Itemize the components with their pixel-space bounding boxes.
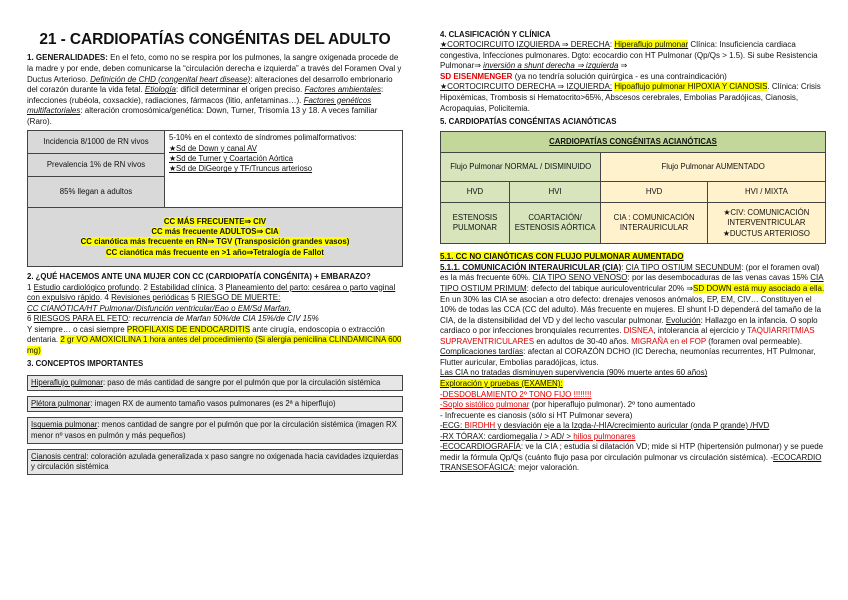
preg-item-3: Planeamiento del parto: cesárea o parto vaginal con expulsivo rápido	[27, 282, 396, 303]
eisenmenger-line	[440, 72, 826, 83]
preg-num-2: . 2	[139, 282, 151, 292]
cia-primum-label: CIA TIPO OSTIUM PRIMUM	[440, 273, 824, 294]
complicaciones	[440, 347, 826, 368]
exam-ecg	[440, 421, 826, 432]
etiologia-label: Etiología	[144, 85, 176, 95]
prevalence-cell: Prevalencia 1% de RN vivos	[28, 154, 165, 177]
taquiarritmias-red: TAQUIARRITMIAS SUPRAVENTRICULARES	[440, 326, 815, 346]
cia-desc-text: En un 30% las CIA se asocian a otro defecto: drenajes venosos anómalos, EP, EM, CIV… Constituyen el 10% de todas las CCA (CC del adulto). Más frecuente en mujeres. El shunt I-D dependerá del tamaño de la CIA, de la distensibilidad del VD y del lecho vascular pulmonar.	[440, 294, 822, 325]
shunt-rl-text: . Clínica: Crisis Hipoxémicas, Trombosis si Hematocrito>65%, Abscesos cerebrales, Embolias Paradójicas, Cianosis, Acropaquias, Policitemia.	[440, 82, 821, 113]
complicaciones-text: : afectan al CORAZÓN DCHO (IC Derecha, neumonías recurrentes, HT Pulmonar, Flutter auricular, Embolias paradójicas, ictus.	[440, 347, 816, 367]
acy-h-hvi-mixta: HVI / MIXTA	[707, 182, 825, 203]
concept-2-text: : imagen RX de aumento tamaño vasos pulmonares (es 2ª a hiperflujo)	[90, 398, 336, 408]
eisenmenger-text: (ya no tendría solución quirúrgica - es una contraindicación)	[512, 71, 727, 81]
concept-3-text: : menos cantidad de sangre por el pulmón que por la circulación sistémica (imagen RX menor nº vasos en pulmón y más pequeños)	[31, 420, 397, 440]
cia-secundum-text: : (por el foramen oval) es la más frecuente 60%.	[440, 262, 820, 283]
acianoticas-heading: 5. CARDIOPATÍAS CONGÉNITAS ACIANÓTICAS	[440, 117, 617, 127]
concept-3-label: Isquemia pulmonar	[31, 420, 98, 430]
cia-sep: :	[621, 262, 626, 272]
shunt-lr-text: Clínica: Insuficiencia cardiaca congestiva, Infecciones pulmonares. Dgto: ecocardio con HT Pulmonar (Qp/Qs > 1.5). Si sube Resistencia Pulmonar⇒	[440, 40, 818, 71]
rx-label: -RX TÓRAX: cardiomegalia / > AD/ >	[440, 431, 574, 441]
acy-h-hvd-1: HVD	[441, 182, 510, 203]
generalidades-heading: 1. GENERALIDADES:	[27, 53, 108, 63]
preg-item-2: Estabilidad clínica	[150, 282, 215, 292]
profilaxis-highlight: PROFILAXIS DE ENDOCARDITIS	[126, 324, 251, 334]
frequency-summary-cell	[28, 208, 403, 267]
preg-num-5: 5	[188, 293, 198, 303]
acy-table-title: CARDIOPATÍAS CONGÉNITAS ACIANÓTICAS	[441, 132, 826, 153]
cia-secundum-label: CIA TIPO OSTIUM SECUNDUM	[625, 262, 742, 272]
eisenmenger-label: SD EISENMENGER	[440, 71, 513, 81]
ecg-label: -ECG:	[440, 421, 465, 431]
concept-4-text: : coloración azulada generalizada x paso sangre no oxigenada hacia cavidades izquierdas y circulación sistémica	[31, 451, 399, 472]
syndrome-digeorge: ★Sd de DiGeorge y TF/Truncus arterioso	[169, 164, 313, 174]
incidence-cell: Incidencia 8/1000 de RN vivos	[28, 131, 165, 154]
preg-num-3: . 3	[214, 282, 226, 292]
generalidades-paragraph	[27, 53, 403, 127]
down-highlight: SD DOWN está muy asociado a ella.	[693, 284, 825, 294]
fetus-risk	[27, 314, 403, 325]
concepts-heading: 3. CONCEPTOS IMPORTANTES	[27, 359, 144, 369]
cia-description	[440, 295, 826, 348]
fetus-risk-label: RIESGOS PARA EL FETO	[33, 314, 129, 324]
acy-h-hvi: HVI	[509, 182, 600, 203]
migrana-red: MIGRAÑA en el FOP	[631, 336, 707, 346]
pregnancy-heading: 2. ¿QUÉ HACEMOS ANTE UNA MUJER CON CC (CARDIOPATÍA CONGÉNITA) + EMBARAZO?	[27, 272, 371, 282]
hipoaflujo-highlight: Hipoaflujo pulmonar HIPOXIA Y CIANOSIS	[614, 82, 768, 92]
concept-cianosis	[27, 449, 403, 476]
evolucion-label: Evolución	[665, 315, 701, 325]
concept-hiperaflujo	[27, 375, 403, 391]
eco-te-label: ECOCARDIO TRANSESOFÁGICA	[440, 452, 822, 473]
inversion-arrow: ⇒	[618, 61, 628, 71]
eco-text: : ve la CIA ; estudia si dilatación VD; mide si HTP (hipertensión pulmonar) y se puede medir la fórmula Qp/Qs (cuánto flujo pasa por circulación pulmonar vs circulación sistémica). -	[440, 442, 824, 462]
cia-seno-label: CIA TIPO SENO VENOSO	[532, 273, 628, 283]
cia-seno-text: : por las desembocaduras de las venas cavas 15%	[627, 273, 811, 283]
factores-ambientales-label: Factores ambientales	[304, 85, 381, 95]
ecg-text: y desviación eje a la Izqda-/-HIA/crecimiento auricular (onda P grande) /HVD	[495, 421, 770, 431]
death-risk: CC CIANÓTICA/HT Pulmonar/Disfunción ventricular/Eao o EM/Sd Marfan.	[27, 303, 292, 313]
acy-estenosis-pulmonar: ESTENOSIS PULMONAR	[441, 203, 510, 244]
acy-flujo-aumentado: Flujo Pulmonar AUMENTADO	[601, 153, 826, 182]
generalidades-text-2: : alteraciones del desarrollo embrionario del corazón durante la vida fetal.	[27, 74, 393, 95]
syndromes-cell	[165, 131, 403, 208]
hiperaflujo-highlight: Hiperaflujo pulmonar	[614, 40, 689, 50]
freq-line-3: CC cianótica más frecuente en RN⇒ TGV (Transposición grandes vasos)	[80, 237, 350, 247]
evolucion-text: : Hallazgo en la infancia. O soplo cardiaco o por infecciones bronquiales recurrentes.	[440, 315, 818, 336]
concept-pletora	[27, 396, 403, 412]
soplo-text: (por hiperaflujo pulmonar). 2º tono aumentado	[529, 400, 696, 410]
acy-civ-ductus	[707, 203, 825, 244]
complicaciones-label: Complicaciones tardías	[440, 347, 524, 357]
cia-section-heading: 5.1. CC NO CIANÓTICAS CON FLUJO PULMONAR AUMENTADO	[440, 252, 684, 262]
cia-primum-text: : defecto del tabique auriculoventricular 20% ⇒	[526, 284, 694, 294]
cia-heading: 5.1.1. COMUNICACIÓN INTERAURICULAR (CIA)	[440, 262, 622, 272]
exam-rx	[440, 432, 826, 443]
acy-civ: ★CIV: COMUNICACIÓN INTERVENTRICULAR	[723, 207, 810, 228]
syndrome-turner: ★Sd de Turner y Coartación Aórtica	[169, 153, 294, 163]
cia-text-6: (foramen oval permeable).	[706, 336, 803, 346]
acy-flujo-normal: Flujo Pulmonar NORMAL / DISMINUIDO	[441, 153, 601, 182]
left-column	[27, 0, 403, 475]
concept-4-label: Cianosis central	[31, 451, 87, 461]
disnea-red: DISNEA	[623, 326, 654, 336]
generalidades-text-3: : difícil determinar el origen preciso.	[176, 85, 305, 95]
supervivencia: Las CIA no tratadas disminuyen supervivencia (90% muerte antes 60 años)	[440, 368, 708, 378]
hilios-red: hilios pulmonares	[573, 431, 636, 441]
amoxicilina-highlight: 2 gr VO AMOXICILINA 1 hora antes del procedimiento (Si alergia penicilina CLINDAMICINA 600 mg)	[27, 335, 402, 355]
profilaxis-text-1: Y siempre… o casi siempre	[27, 324, 127, 334]
concept-1-text: : paso de más cantidad de sangre por el pulmón que por la circulación sistémica	[102, 377, 381, 387]
page-title: 21 - CARDIOPATÍAS CONGÉNITAS DEL ADULTO	[39, 31, 391, 48]
eco-label: -ECOCARDIOGRAFÍA	[440, 442, 521, 452]
syndromes-intro: 5-10% en el contexto de síndromes polimalformativos:	[169, 133, 357, 143]
generalidades-text-5: : alteración cromosómica/genética: Down, Turner, Trisomía 13 y 18. A veces familiar (Raro).	[27, 106, 378, 126]
concept-2-label: Plétora pulmonar	[31, 398, 91, 408]
inversion-shunt: inversión a shunt derecha ⇒ izquierda	[483, 61, 619, 71]
freq-line-1: CC MÁS FRECUENTE⇒ CIV	[163, 216, 267, 226]
cia-section	[440, 252, 826, 473]
profilaxis-text-2: ante cirugía, endoscopia o extracción dentaria.	[27, 324, 385, 345]
cia-text-5: en adultos de 30-40 años.	[534, 336, 632, 346]
exam-soplo	[440, 400, 826, 411]
profilaxis-paragraph	[27, 325, 403, 357]
cia-text-4: , intolerancia al ejercicio y	[653, 326, 748, 336]
shunt-left-right: ★CORTOCIRCUITO IZQUIERDA ⇒ DERECHA: Hiperaflujo pulmonar Clínica: Insuficiencia cardiaca congestiva, Infecciones pulmonares. Dgto: ecocardio con HT Pulmonar (Qp/Qs > 1.5). Si sube Resistencia Pulmonar⇒ inversión a shunt derecha ⇒ izquierda ⇒	[440, 40, 818, 71]
fetus-risk-text: : recurrencia de Marfan 50%/de CIA 15%/de CIV 15%	[128, 314, 319, 324]
birdhh-red: BIRDHH	[464, 421, 496, 431]
preg-num-4: . 4	[99, 293, 112, 303]
cia-types	[440, 263, 826, 295]
preg-num-6: 6	[27, 314, 34, 324]
concept-isquemia	[27, 417, 403, 444]
preg-num-1: 1	[27, 282, 34, 292]
chd-definition-label: Definición de CHD (congenital heart disease)	[90, 74, 251, 84]
acy-coartacion: COARTACIÓN/ ESTENOSIS AÓRTICA	[509, 203, 600, 244]
freq-line-2: CC más frecuente ADULTOS⇒ CIA	[151, 227, 279, 236]
acianoticas-table	[440, 131, 826, 244]
concept-1-label: Hiperaflujo pulmonar	[31, 377, 103, 387]
exploracion-heading: Exploración y pruebas (EXAMEN):	[440, 378, 563, 388]
info-table	[27, 130, 403, 267]
clasificacion-heading: 4. CLASIFICACIÓN Y CLÍNICA	[440, 30, 551, 39]
factores-geneticos-label: Factores genéticos multifactoriales	[27, 95, 372, 116]
acy-h-hvd-2: HVD	[601, 182, 707, 203]
syndrome-down: ★Sd de Down y canal AV	[169, 143, 257, 153]
generalidades-text-1: En el feto, como no se respira por los pulmones, la sangre oxigenada procede de la madre y por ende, deben comunicarse la “circulación derecha e izquierda” a través del Foramen Oval y Ductus Arterioso.	[27, 53, 402, 84]
exam-eco	[440, 442, 826, 474]
preg-item-4: Revisiones periódicas	[111, 293, 189, 303]
generalidades-text-4: : infecciones (rubéola, coxsackie), radiaciones, fármacos (litio, anfetaminas…).	[27, 85, 384, 105]
shunt-right-left	[440, 82, 826, 114]
preg-item-1: Estudio cardiológico profundo	[33, 282, 140, 292]
shunt-rl-label: ★CORTOCIRCUITO DERECHA ⇒ IZQUIERDA:	[440, 82, 613, 92]
acy-cia: CIA : COMUNICACIÓN INTERAURICULAR	[601, 203, 707, 244]
pregnancy-items	[27, 283, 403, 304]
freq-line-4: CC cianótica más frecuente en >1 año⇒Tetralogía de Fallot	[105, 247, 325, 257]
adults-cell: 85% llegan a adultos	[28, 177, 165, 208]
acy-ductus: ★DUCTUS ARTERIOSO	[722, 228, 810, 238]
eco-te-text: : mejor valoración.	[513, 463, 580, 473]
shunt-lr-label: ★CORTOCIRCUITO IZQUIERDA ⇒ DERECHA	[440, 40, 610, 50]
preg-item-5: RIESGO DE MUERTE:	[197, 293, 281, 303]
right-column	[440, 30, 826, 474]
exam-cianosis: - Infrecuente es cianosis (sólo si HT Pulmonar severa)	[440, 410, 633, 420]
soplo-label: -Soplo sistólico pulmonar	[440, 400, 530, 410]
exam-desdoblamiento: -DESDOBLAMIENTO 2º TONO FIJO !!!!!!!!	[440, 389, 592, 399]
